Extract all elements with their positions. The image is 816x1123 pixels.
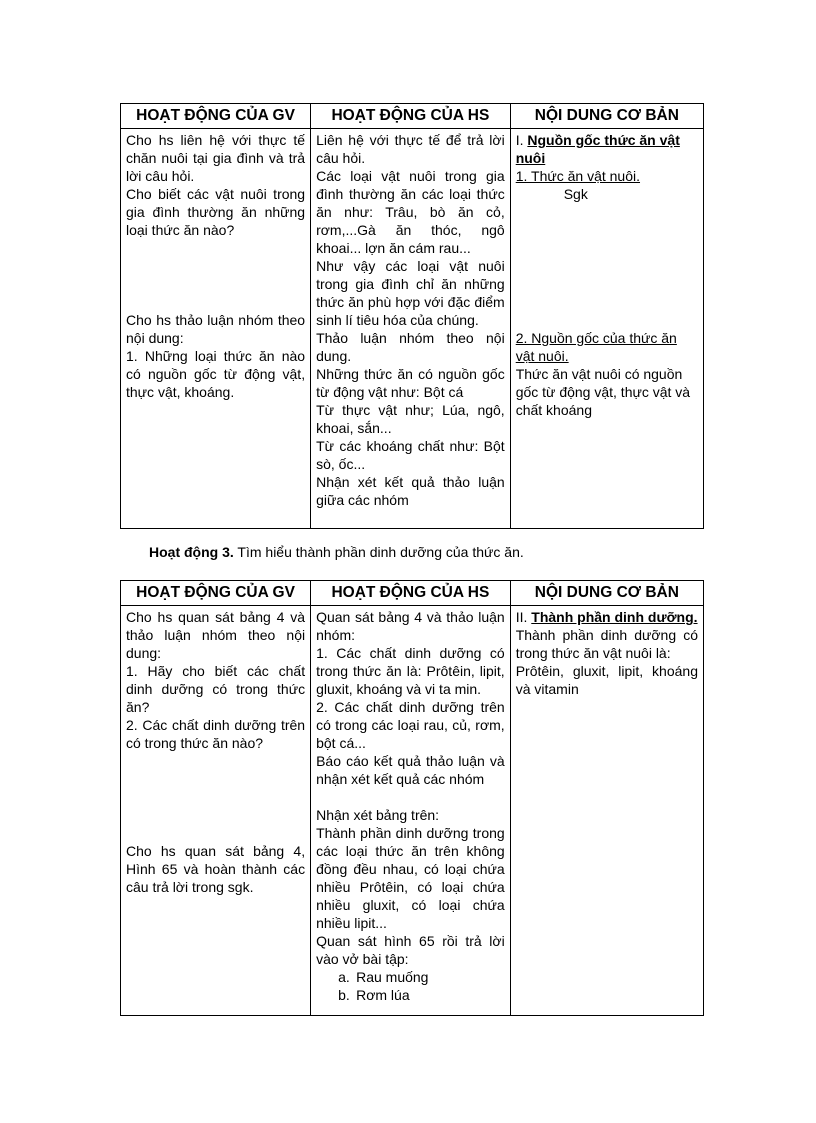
hs-cell [311, 606, 511, 1016]
hs-text: Nhận xét bảng trên: [316, 807, 440, 823]
hs-text: Như vậy các loại vật nuôi trong gia đình chỉ ăn những thức ăn phù hợp với đặc điểm sinh lí tiêu hóa của chúng. [316, 258, 505, 328]
activity-text: Tìm hiểu thành phần dinh dưỡng của thức ăn. [233, 544, 524, 560]
hs-text: Các loại vật nuôi trong gia đình thường ăn các loại thức ăn như: Trâu, bò ăn cỏ, rơm,...Gà ăn thóc, ngô khoai... lợn ăn cám rau... [316, 168, 505, 256]
header-noidung: NỘI DUNG CƠ BẢN [510, 104, 703, 129]
activity-table-2 [120, 580, 704, 1016]
hs-text: Nhận xét kết quả thảo luận giữa các nhóm [316, 474, 505, 508]
subsection-title: 1. Thức ăn vật nuôi. [515, 168, 641, 184]
content-text: Thức ăn vật nuôi có nguồn gốc từ động vật, thực vật và chất khoáng [515, 366, 691, 418]
hs-text: Báo cáo kết quả thảo luận và nhận xét kết quả các nhóm [316, 753, 505, 787]
list-item [338, 986, 505, 1004]
header-noidung: NỘI DUNG CƠ BẢN [510, 581, 703, 606]
gv-text: 1. Những loại thức ăn nào có nguồn gốc từ động vật, thực vật, khoáng. [126, 348, 306, 400]
header-gv: HOẠT ĐỘNG CỦA GV [121, 581, 311, 606]
hs-text: Quan sát hình 65 rồi trả lời vào vở bài tập: [316, 933, 505, 967]
gv-text: Cho hs quan sát bảng 4 và thảo luận nhóm theo nội dung: [126, 609, 306, 661]
answer-list [316, 968, 505, 1004]
gv-cell [121, 129, 311, 529]
content-text: Prôtêin, gluxit, lipit, khoáng và vitamin [515, 663, 698, 697]
header-hs: HOẠT ĐỘNG CỦA HS [311, 581, 511, 606]
table-header-row [121, 581, 704, 606]
list-text: Rơm lúa [356, 987, 410, 1003]
reference-text: Sgk [563, 186, 588, 202]
table-row [121, 129, 704, 529]
list-item [338, 968, 505, 986]
header-hs: HOẠT ĐỘNG CỦA HS [311, 104, 511, 129]
section-heading [516, 131, 698, 167]
list-marker: a. [338, 969, 350, 985]
gv-text: Cho hs liên hệ với thực tế chăn nuôi tại gia đình và trả lời câu hỏi. [126, 132, 306, 184]
hs-text: 1. Các chất dinh dưỡng có trong thức ăn là: Prôtêin, lipit, gluxit, khoáng và vi ta min. [316, 645, 505, 697]
noidung-cell [510, 606, 703, 1016]
activity-label: Hoạt động 3. [149, 544, 234, 560]
table-header-row [121, 104, 704, 129]
section-heading [516, 608, 698, 626]
hs-text: Từ thực vật như; Lúa, ngô, khoai, sắn... [316, 402, 505, 436]
section-title: Thành phần dinh dưỡng. [531, 609, 698, 625]
gv-text: Cho hs thảo luận nhóm theo nội dung: [126, 312, 306, 346]
gv-text: Cho hs quan sát bảng 4, Hình 65 và hoàn thành các câu trả lời trong sgk. [126, 843, 306, 895]
spacer [126, 239, 305, 311]
content-text: Thành phần dinh dưỡng có trong thức ăn vật nuôi là: [515, 627, 698, 661]
list-marker: b. [338, 987, 350, 1003]
section-title: Nguồn gốc thức ăn vật nuôi [515, 132, 680, 166]
section-number: II. [515, 609, 532, 625]
spacer [316, 788, 505, 806]
gv-text: 1. Hãy cho biết các chất dinh dưỡng có trong thức ăn? [126, 663, 306, 715]
list-text: Rau muống [356, 969, 429, 985]
noidung-cell [510, 129, 703, 529]
spacer [516, 203, 698, 329]
subsection-title: 2. Nguồn gốc của thức ăn vật nuôi. [515, 330, 677, 364]
hs-text: 2. Các chất dinh dưỡng trên có trong các loại rau, củ, rơm, bột cá... [316, 699, 505, 751]
spacer [126, 752, 305, 842]
gv-text: Cho biết các vật nuôi trong gia đình thường ăn những loại thức ăn nào? [126, 186, 306, 238]
hs-text: Từ các khoáng chất như: Bột sò, ốc... [316, 438, 505, 472]
activity-table-1 [120, 103, 704, 529]
gv-cell [121, 606, 311, 1016]
section-number: I. [515, 132, 528, 148]
gv-text: 2. Các chất dinh dưỡng trên có trong thức ăn nào? [126, 717, 306, 751]
table-row [121, 606, 704, 1016]
activity-heading [149, 544, 524, 560]
hs-cell [311, 129, 511, 529]
hs-text: Thành phần dinh dưỡng trong các loại thức ăn trên không đồng đều nhau, có loại chứa nhiều Prôtêin, có loại chứa nhiều gluxit, có loại chứa nhiều lipit... [316, 825, 505, 931]
hs-text: Liên hệ với thực tế để trả lời câu hỏi. [316, 132, 505, 166]
hs-text: Quan sát bảng 4 và thảo luận nhóm: [316, 609, 505, 643]
hs-text: Thảo luận nhóm theo nội dung. [316, 330, 505, 364]
hs-text: Những thức ăn có nguồn gốc từ động vật như: Bột cá [316, 366, 505, 400]
header-gv: HOẠT ĐỘNG CỦA GV [121, 104, 311, 129]
